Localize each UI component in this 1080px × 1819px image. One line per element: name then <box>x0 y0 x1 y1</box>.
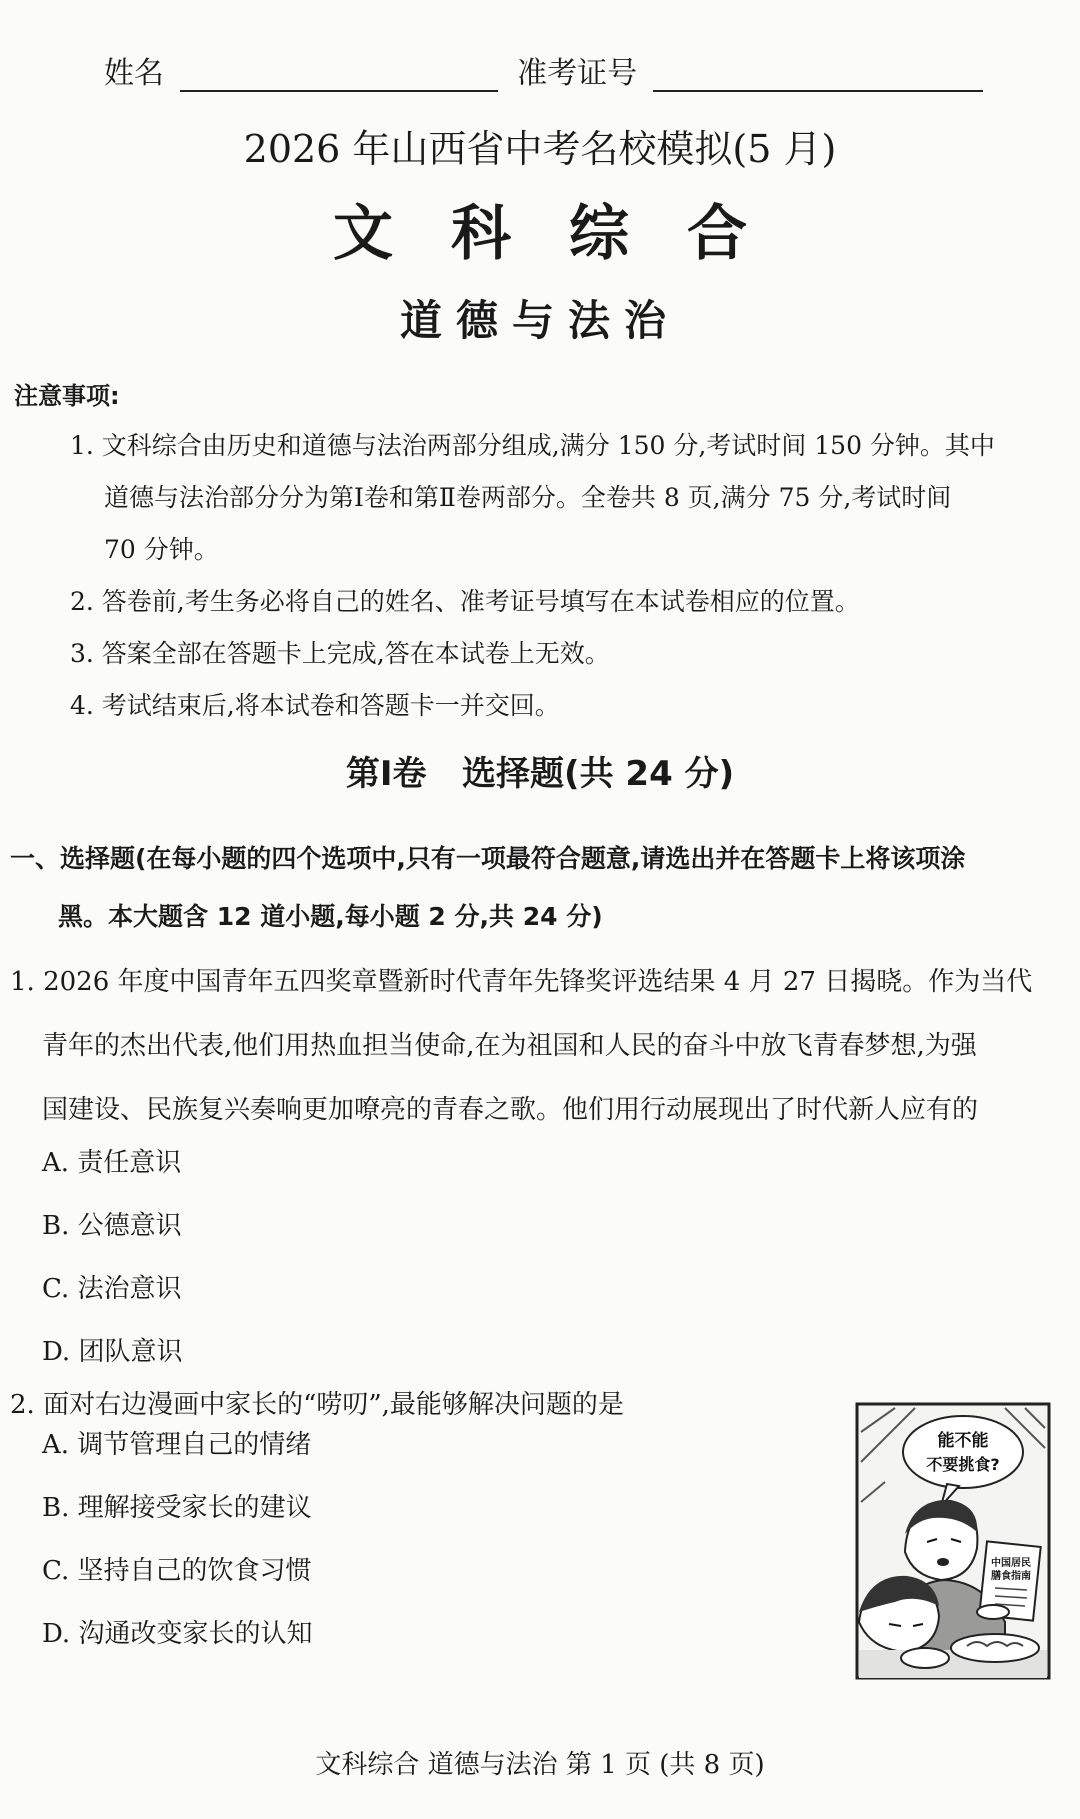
question-2-option-d: D. 沟通改变家长的认知 <box>42 1619 313 1649</box>
notice-heading: 注意事项: <box>14 382 120 410</box>
notice-item-1-line-1: 1. 文科综合由历史和道德与法治两部分组成,满分 150 分,考试时间 150 分钟。其中 <box>70 431 995 460</box>
parent-nagging-cartoon <box>855 1402 1051 1680</box>
notice-item-3: 3. 答案全部在答题卡上完成,答在本试卷上无效。 <box>70 639 610 668</box>
instruction-line-2: 黑。本大题含 12 道小题,每小题 2 分,共 24 分) <box>58 902 603 931</box>
question-2-option-a: A. 调节管理自己的情绪 <box>42 1430 312 1460</box>
book-title-line-2: 膳食指南 <box>991 1571 1031 1582</box>
question-1-line-1: 1. 2026 年度中国青年五四奖章暨新时代青年先锋奖评选结果 4 月 27 日揭晓。作为当代 <box>10 967 1033 997</box>
question-2-option-b: B. 理解接受家长的建议 <box>42 1493 312 1523</box>
question-1-option-d: D. 团队意识 <box>42 1337 183 1367</box>
question-2-option-c: C. 坚持自己的饮食习惯 <box>42 1556 312 1586</box>
question-1-stem <box>10 950 1032 1142</box>
question-1-line-2: 青年的杰出代表,他们用热血担当使命,在为祖国和人民的奋斗中放飞青春梦想,为强 <box>42 1031 977 1061</box>
subject-title: 文科综合 <box>333 199 805 269</box>
name-field[interactable] <box>180 60 498 92</box>
section-instruction <box>10 830 965 946</box>
speech-line-1: 能不能 <box>937 1431 989 1451</box>
exam-title: 2026 年山西省中考名校模拟(5 月) <box>243 127 837 171</box>
question-2-options <box>42 1414 312 1666</box>
speech-line-2: 不要挑食? <box>926 1455 1000 1474</box>
name-label: 姓名 <box>104 56 164 91</box>
page-footer: 文科综合 道德与法治 第 1 页 (共 8 页) <box>315 1750 765 1780</box>
notice-item-4: 4. 考试结束后,将本试卷和答题卡一并交回。 <box>70 691 560 720</box>
exam-id-field[interactable] <box>653 60 983 92</box>
question-1-option-a: A. 责任意识 <box>42 1148 182 1178</box>
notice-item-1-line-2: 道德与法治部分分为第Ⅰ卷和第Ⅱ卷两部分。全卷共 8 页,满分 75 分,考试时间 <box>104 483 952 512</box>
notice-item-1-line-3: 70 分钟。 <box>104 535 219 564</box>
question-1-option-c: C. 法治意识 <box>42 1274 182 1304</box>
section-title: 第Ⅰ卷 选择题(共 24 分) <box>345 754 735 794</box>
question-1-option-b: B. 公德意识 <box>42 1211 182 1241</box>
book-title-line-1: 中国居民 <box>991 1558 1031 1569</box>
instruction-line-1: 一、选择题(在每小题的四个选项中,只有一项最符合题意,请选出并在答题卡上将该项涂 <box>10 844 966 873</box>
question-2-stem: 2. 面对右边漫画中家长的“唠叨”,最能够解决问题的是 <box>10 1390 624 1420</box>
notice-item-2: 2. 答卷前,考生务必将自己的姓名、准考证号填写在本试卷相应的位置。 <box>70 587 860 616</box>
question-1-line-3: 国建设、民族复兴奏响更加嘹亮的青春之歌。他们用行动展现出了时代新人应有的 <box>42 1095 979 1125</box>
sub-subject-title: 道德与法治 <box>399 296 680 345</box>
candidate-fields <box>104 48 983 92</box>
exam-id-label: 准考证号 <box>517 56 638 91</box>
notice-list <box>70 420 995 732</box>
question-1-options <box>42 1132 182 1384</box>
